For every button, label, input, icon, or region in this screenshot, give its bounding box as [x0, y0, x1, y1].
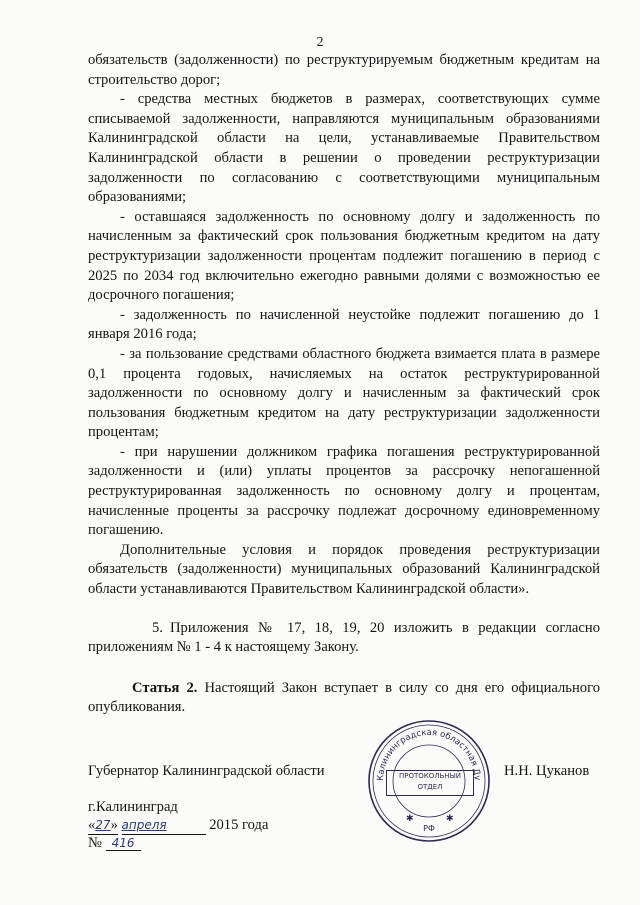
- seal-center-text: ПРОТОКОЛЬНЫЙ ОТДЕЛ: [386, 770, 474, 796]
- date-year: 2015 года: [209, 817, 269, 833]
- date-line: [88, 817, 268, 835]
- date-quote-open: «: [88, 817, 96, 833]
- paragraph: обязательств (задолженности) по реструктурируемым бюджетным кредитам на строительство дорог;: [88, 52, 600, 88]
- paragraph: - за пользование средствами областного бюджета взимается плата в размере 0,1 процента годовых, начисляемых на остаток реструктурированной задолженности по основному долгу и начисленным за фактический срок пользования бюджетным кредитом на дату реструктуризации задолженности процентам;: [88, 345, 600, 441]
- star-icon: ✱: [406, 814, 414, 824]
- item-5-number: 5.: [152, 619, 163, 636]
- number-label: №: [88, 835, 102, 851]
- page-number: 2: [316, 35, 324, 50]
- seal-ring-text: Калининградская областная Ду: [375, 727, 483, 782]
- city: г.Калининград: [88, 799, 178, 815]
- date-month: апреля: [121, 818, 167, 832]
- date-day: 27: [95, 818, 111, 832]
- document-number-line: [88, 835, 141, 852]
- paragraph: - задолженность по начисленной неустойке подлежит погашению до 1 января 2016 года;: [88, 306, 600, 343]
- paragraph: - при нарушении должником графика погашения реструктурированной задолженности и (или) уплаты процентов за рассрочку непогашенной реструктурированная задолженность по основному долгу и процентам, начисленные проценты за рассрочку подлежат досрочному единовременному погашению.: [88, 443, 600, 539]
- paragraph: Дополнительные условия и порядок проведения реструктуризации обязательств (задолженности) муниципальных образований Калининградской области устанавливаются Правительством Калининградской области».: [88, 541, 600, 598]
- star-icon: ✱: [446, 814, 454, 824]
- paragraph: - оставшаяся задолженность по основному долгу и задолженность по начисленным за фактический срок пользования бюджетным кредитом на дату реструктуризации задолженности процентам подлежит погашению в период с 2025 по 2034 год включительно ежегодно равными долями с возможностью ее досрочного погашения;: [88, 208, 600, 304]
- signer-name: Н.Н. Цуканов: [504, 763, 590, 779]
- article-2-text: Настоящий Закон вступает в силу со дня его официального опубликования.: [88, 679, 600, 716]
- item-5-text: Приложения № 17, 18, 19, 20 изложить в редакции согласно приложениям № 1 - 4 к настоящему Закону.: [88, 619, 600, 656]
- document-number: 416: [106, 836, 141, 851]
- date-month-field: [122, 817, 206, 835]
- article-2-label: Статья 2.: [132, 679, 198, 696]
- governor-title: Губернатор Калининградской области: [88, 763, 325, 779]
- seal-bottom-text: РФ: [423, 824, 435, 833]
- date-quote-close: »: [110, 817, 118, 833]
- paragraph: - средства местных бюджетов в размерах, соответствующих сумме списываемой задолженности, направляются муниципальным образованиями Калининградской области на цели, устанавливаемые Правительством Калининградской области в решении о проведении реструктуризации задолженности по согласованию с соответствующими муниципальным образованиями;: [88, 91, 600, 206]
- date-day-field: [88, 817, 118, 835]
